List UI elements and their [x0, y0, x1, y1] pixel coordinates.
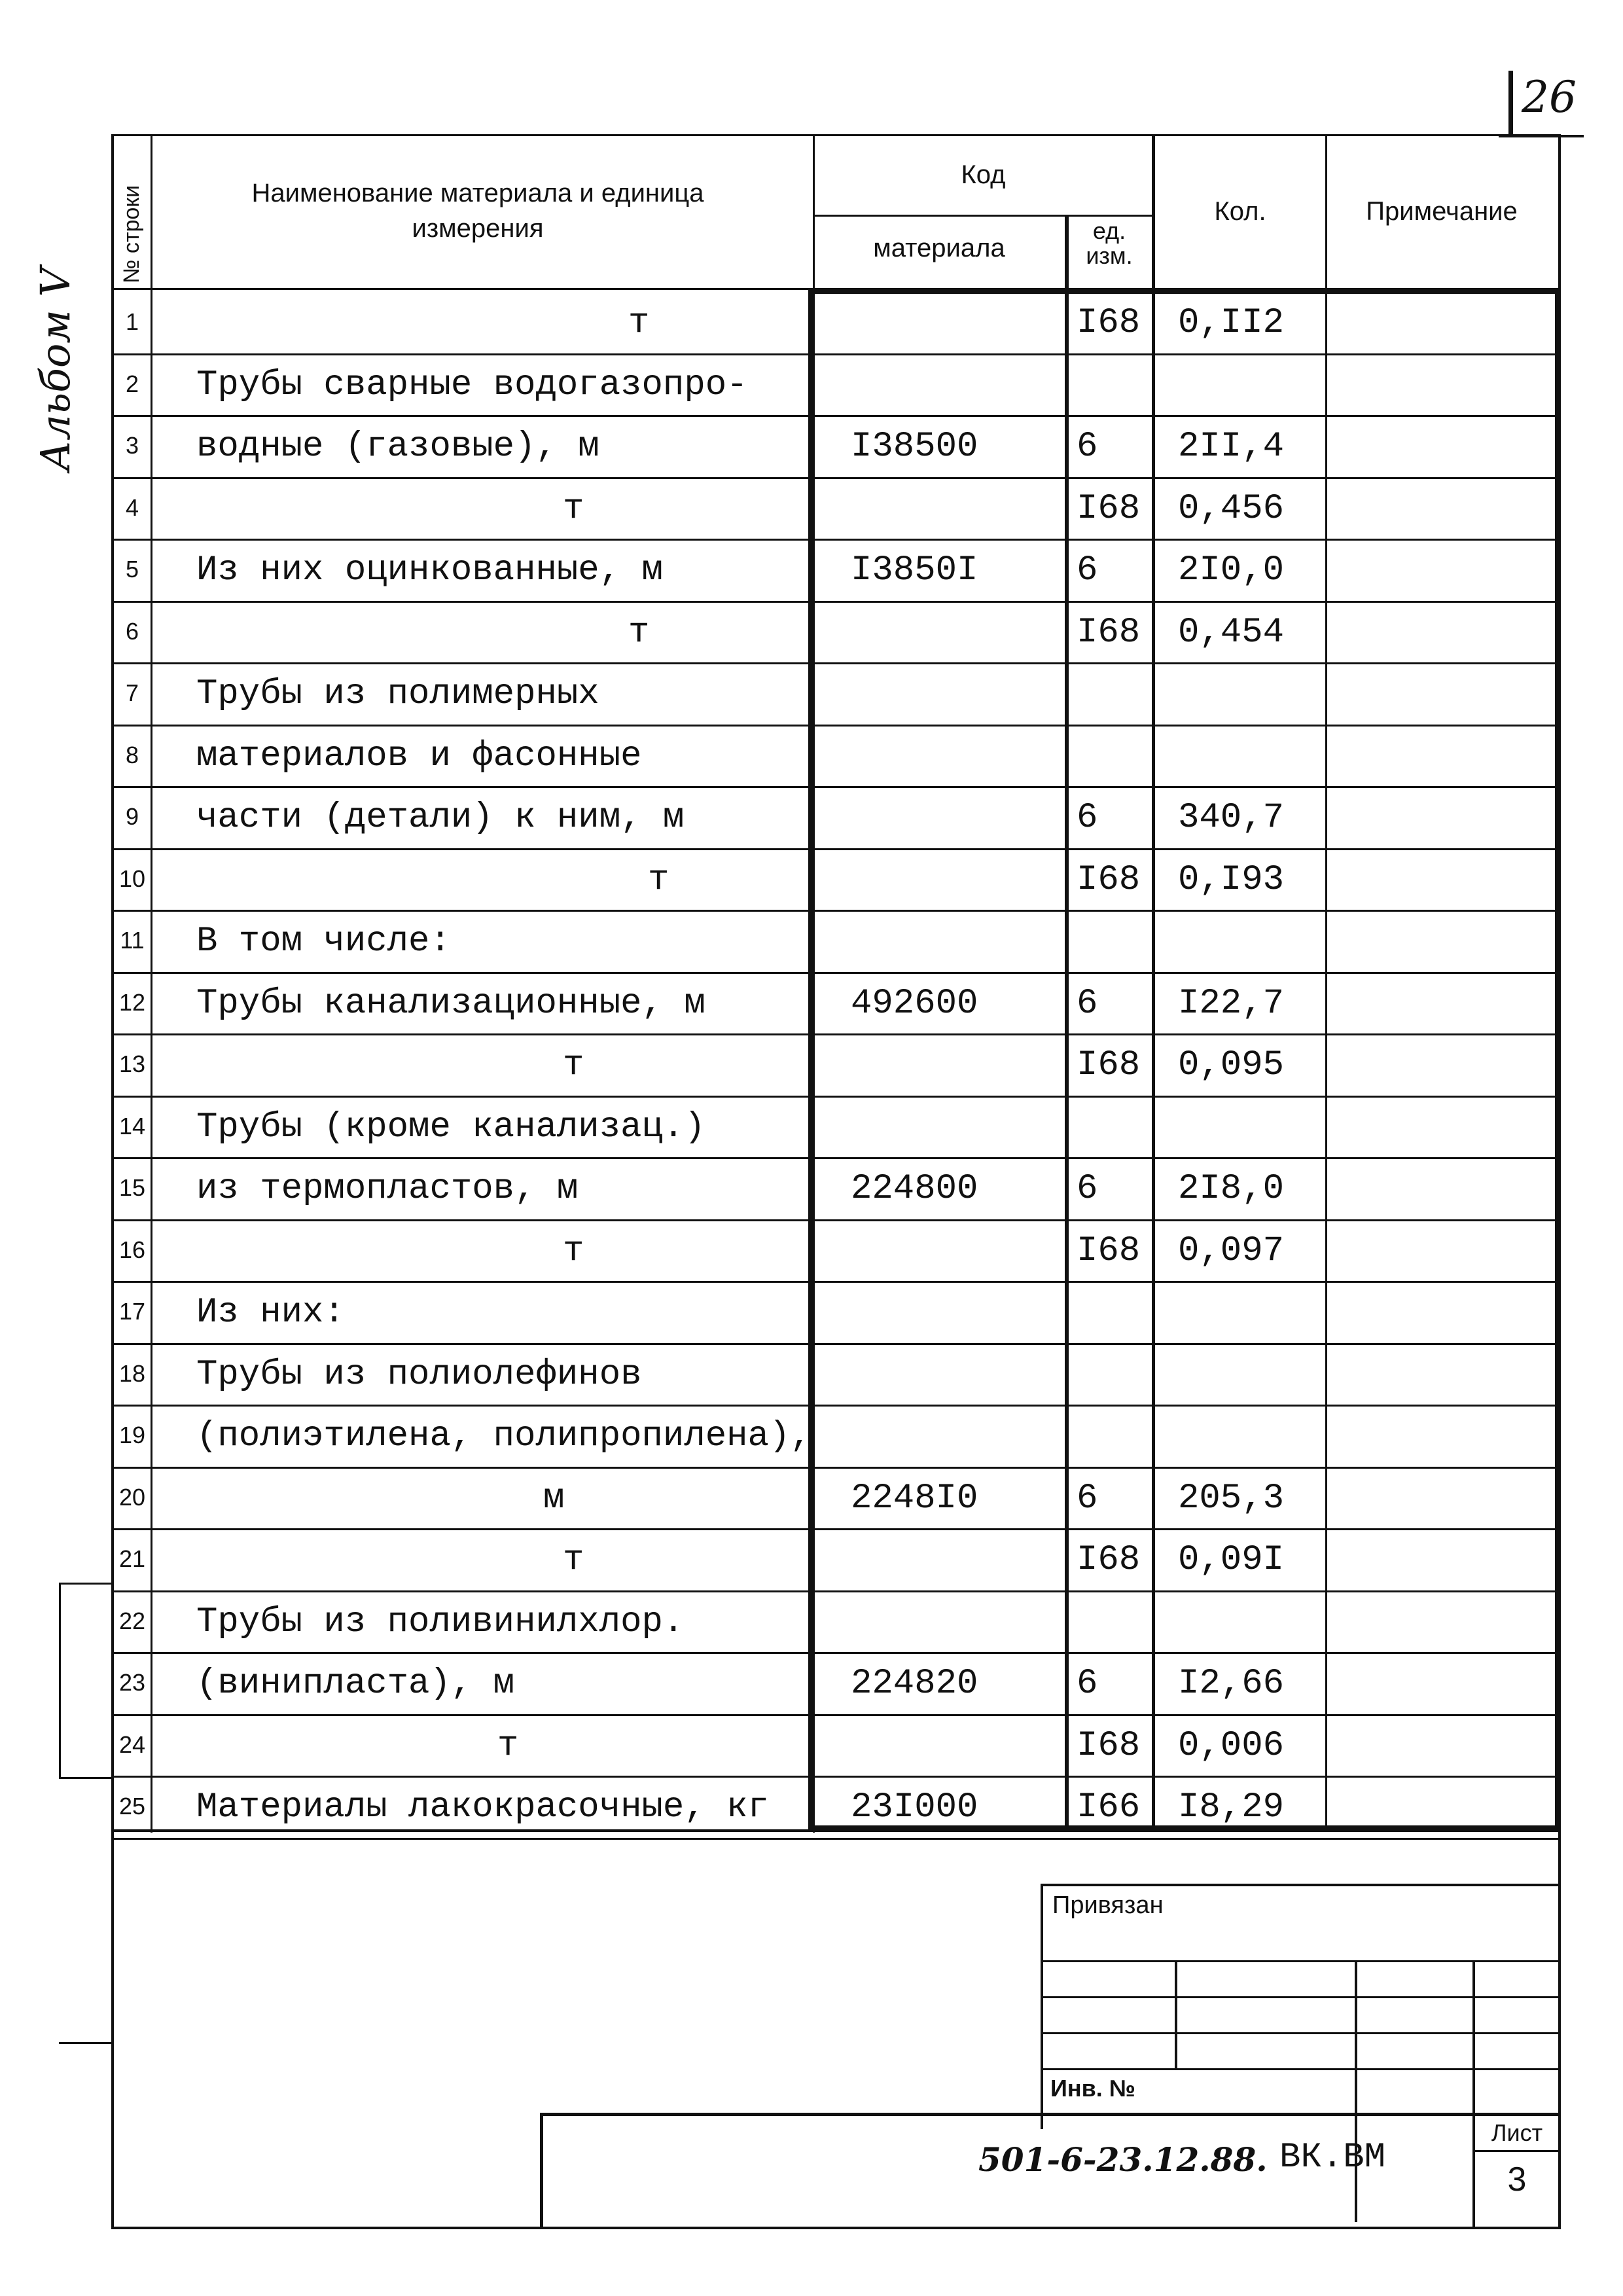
row-divider	[111, 477, 1561, 479]
material-name: Трубы канализационные, м	[196, 984, 705, 1024]
unit-code: 6	[1077, 427, 1098, 467]
quantity: 0,454	[1178, 613, 1285, 653]
frame-bottom	[111, 2227, 1561, 2229]
row-number: 15	[118, 1174, 146, 1201]
stamp-line	[1041, 1960, 1561, 1962]
unit-code: 6	[1077, 550, 1098, 590]
material-name: Трубы сварные водогазопро-	[196, 365, 748, 405]
material-code-header: материала	[873, 234, 1005, 262]
row-divider	[111, 539, 1561, 541]
material-name: Из них:	[196, 1293, 345, 1333]
unit-code: I68	[1077, 1045, 1141, 1085]
code-header: Код	[961, 160, 1006, 189]
row-number: 17	[118, 1298, 146, 1325]
bound-label: Привязан	[1052, 1892, 1164, 1919]
material-name: Трубы из поливинилхлор.	[196, 1602, 685, 1642]
material-code: I38500	[851, 427, 978, 467]
quantity: I22,7	[1178, 984, 1285, 1024]
row-number: 4	[125, 494, 139, 521]
material-name: т	[497, 1726, 519, 1766]
row-divider	[111, 1838, 1561, 1840]
row-number: 25	[118, 1793, 146, 1820]
row-number: 13	[118, 1050, 146, 1077]
material-name: т	[628, 613, 650, 653]
doc-code: 501-6-23.12.88.	[978, 2140, 1268, 2179]
quantity: 340,7	[1178, 798, 1285, 838]
material-code: 2248I0	[851, 1479, 978, 1518]
quantity: I8,29	[1178, 1787, 1285, 1827]
sheet-divider	[1472, 2150, 1561, 2152]
unit-code: I68	[1077, 303, 1141, 343]
unit-code: I68	[1077, 1726, 1141, 1766]
unit-code-header: ед. изм.	[1086, 217, 1133, 269]
row-divider	[111, 1343, 1561, 1345]
row-number: 8	[125, 742, 139, 768]
row-number: 1	[125, 308, 139, 335]
stamp-col	[1355, 1960, 1357, 2222]
material-name: т	[563, 1231, 584, 1271]
row-number: 3	[125, 432, 139, 459]
material-name: Трубы из полиолефинов	[196, 1355, 642, 1395]
margin-mark	[59, 1583, 113, 1585]
row-divider	[111, 1096, 1561, 1098]
row-number: 10	[118, 865, 146, 892]
material-name: В том числе:	[196, 922, 451, 961]
row-number: 19	[118, 1422, 146, 1448]
material-name: т	[563, 489, 584, 529]
row-number: 24	[118, 1731, 146, 1758]
page-number-bar	[1508, 71, 1513, 137]
row-divider	[111, 1405, 1561, 1407]
row-number: 5	[125, 556, 139, 583]
row-number: 16	[118, 1236, 146, 1263]
code-header-divider	[815, 215, 1152, 217]
quantity: I2,66	[1178, 1664, 1285, 1704]
table-bottom-line	[111, 1829, 1561, 1832]
material-name: т	[628, 303, 650, 343]
unit-code: I68	[1077, 613, 1141, 653]
row-number: 7	[125, 679, 139, 706]
stamp-line	[1041, 1996, 1561, 1998]
row-divider	[111, 1033, 1561, 1035]
row-divider	[111, 848, 1561, 850]
margin-mark	[59, 2042, 113, 2044]
page-number: 26	[1522, 72, 1577, 122]
quantity: 205,3	[1178, 1479, 1285, 1518]
doc-mark: ВК.ВМ	[1279, 2138, 1386, 2178]
unit-code: 6	[1077, 798, 1098, 838]
row-number: 22	[118, 1607, 146, 1634]
row-divider	[111, 353, 1561, 355]
row-number: 14	[118, 1113, 146, 1139]
row-no-header-cell	[111, 134, 152, 288]
row-divider	[111, 1467, 1561, 1469]
quantity: 2I0,0	[1178, 550, 1285, 590]
album-side-label: Альбом V	[31, 267, 79, 471]
unit-code: 6	[1077, 1664, 1098, 1704]
quantity: 0,456	[1178, 489, 1285, 529]
row-divider	[111, 415, 1561, 417]
row-no-header: № строки	[119, 185, 144, 283]
inv-no-label: Инв. №	[1050, 2075, 1135, 2102]
title-block-left	[540, 2113, 543, 2229]
margin-mark	[59, 1777, 113, 1779]
material-name: части (детали) к ним, м	[196, 798, 685, 838]
sheet-box-left	[1472, 2113, 1475, 2229]
row-number: 9	[125, 803, 139, 830]
unit-code: 6	[1077, 1169, 1098, 1209]
unit-code: I68	[1077, 1540, 1141, 1580]
material-name: Материалы лакокрасочные, кг	[196, 1787, 769, 1827]
row-number: 11	[120, 927, 145, 954]
stamp-col	[1175, 1960, 1177, 2070]
row-number: 21	[118, 1545, 146, 1572]
material-code: 224800	[851, 1169, 978, 1209]
row-divider	[111, 1528, 1561, 1530]
material-name: (полиэтилена, полипропилена),	[196, 1416, 812, 1456]
title-block-top	[540, 2113, 1561, 2116]
row-number: 20	[118, 1484, 146, 1511]
material-name: (винипласта), м	[196, 1664, 515, 1704]
material-name: т	[563, 1540, 584, 1580]
quantity: 0,097	[1178, 1231, 1285, 1271]
unit-code: I68	[1077, 860, 1141, 900]
sheet-label: Лист	[1491, 2119, 1543, 2146]
name-header: Наименование материала и единица измерения	[251, 179, 704, 243]
material-name: Трубы (кроме канализац.)	[196, 1107, 705, 1147]
quantity: 0,I93	[1178, 860, 1285, 900]
quantity: 0,095	[1178, 1045, 1285, 1085]
material-code: 224820	[851, 1664, 978, 1704]
note-header: Примечание	[1366, 197, 1518, 226]
unit-code: I68	[1077, 489, 1141, 529]
row-divider	[111, 1714, 1561, 1716]
material-name: т	[563, 1045, 584, 1085]
stamp-left	[1041, 1884, 1043, 2129]
row-number: 6	[125, 618, 139, 645]
unit-code: 6	[1077, 1479, 1098, 1518]
material-name: водные (газовые), м	[196, 427, 599, 467]
quantity: 0,09I	[1178, 1540, 1285, 1580]
material-name: т	[648, 860, 669, 900]
row-number: 12	[118, 989, 146, 1016]
row-number: 2	[125, 370, 139, 397]
row-divider	[111, 1590, 1561, 1592]
stamp-line	[1041, 2068, 1561, 2070]
material-code: I3850I	[851, 550, 978, 590]
row-divider	[111, 786, 1561, 788]
material-code: 492600	[851, 984, 978, 1024]
material-name: материалов и фасонные	[196, 736, 642, 776]
unit-code: I68	[1077, 1231, 1141, 1271]
quantity: 0,II2	[1178, 303, 1285, 343]
row-number: 23	[118, 1669, 146, 1696]
row-divider	[111, 910, 1561, 912]
row-divider	[111, 1157, 1561, 1159]
quantity: 0,006	[1178, 1726, 1285, 1766]
quantity: 2I8,0	[1178, 1169, 1285, 1209]
stamp-top	[1041, 1884, 1561, 1886]
row-divider	[111, 1281, 1561, 1283]
row-divider	[111, 725, 1561, 726]
material-name: из термопластов, м	[196, 1169, 579, 1209]
row-divider	[111, 601, 1561, 603]
material-name: Трубы из полимерных	[196, 674, 599, 714]
frame-top	[111, 134, 1561, 136]
material-name: Из них оцинкованные, м	[196, 550, 663, 590]
row-divider	[111, 662, 1561, 664]
qty-header: Кол.	[1214, 197, 1266, 226]
unit-code: 6	[1077, 984, 1098, 1024]
row-divider	[111, 1652, 1561, 1654]
row-divider	[111, 1776, 1561, 1778]
sheet-number: 3	[1507, 2161, 1527, 2198]
quantity: 2II,4	[1178, 427, 1285, 467]
material-code: 23I000	[851, 1787, 978, 1827]
unit-code: I66	[1077, 1787, 1141, 1827]
row-number: 18	[118, 1360, 146, 1387]
row-divider	[111, 1219, 1561, 1221]
material-name: м	[543, 1479, 565, 1518]
row-divider	[111, 972, 1561, 974]
margin-mark	[59, 1583, 61, 1779]
stamp-line	[1041, 2032, 1561, 2034]
